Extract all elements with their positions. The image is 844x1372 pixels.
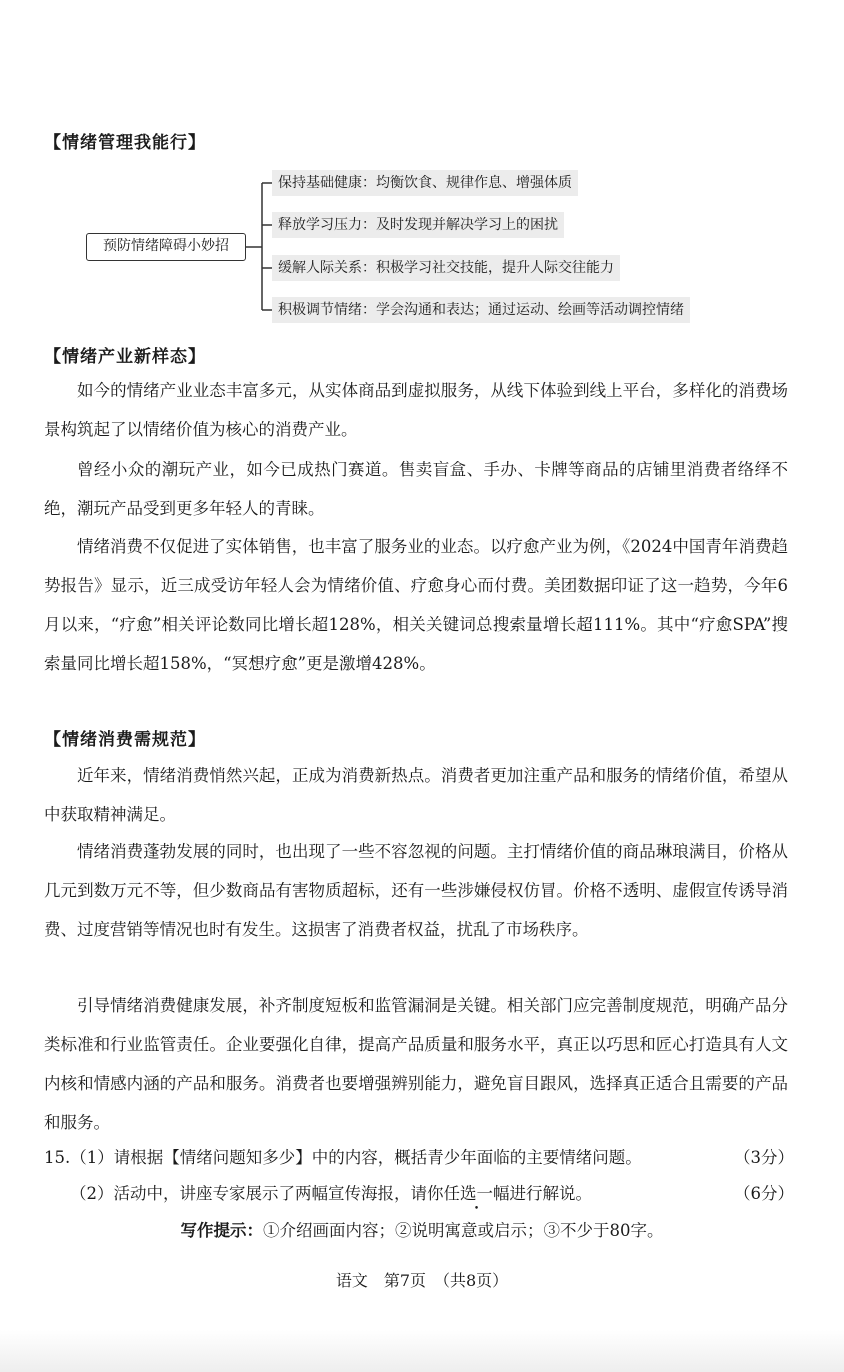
paragraph: 曾经小众的潮玩产业，如今已成热门赛道。售卖盲盒、手办、卡牌等商品的店铺里消费者络绎不绝，潮玩产品受到更多年轻人的青睐。: [44, 460, 788, 518]
mind-map-branch: 保持基础健康：均衡饮食、规律作息、增强体质: [272, 170, 578, 196]
question-score: （3分）: [734, 1148, 794, 1167]
writing-tip-label: 写作提示：: [180, 1221, 263, 1240]
writing-tip-text: ①介绍画面内容；②说明寓意或启示；③不少于80字。: [263, 1221, 664, 1240]
question-text: （2）活动中，讲座专家展示了两幅宣传海报，请你: [70, 1184, 444, 1203]
writing-tip: [0, 1220, 844, 1242]
paragraph: 情绪消费蓬勃发展的同时，也出现了一些不容忽视的问题。主打情绪价值的商品琳琅满目，价格从几元到数万元不等，但少数商品有害物质超标，还有一些涉嫌侵权仿冒。价格不透明、虚假宣传诱导消费、过度营销等情况也时有发生。这损害了消费者权益，扰乱了市场秩序。: [44, 842, 788, 939]
question-score: （6分）: [734, 1184, 794, 1203]
paragraph: 引导情绪消费健康发展，补齐制度短板和监管漏洞是关键。相关部门应完善制度规范，明确产品分类标准和行业监管责任。企业要强化自律，提高产品质量和服务水平，真正以巧思和匠心打造具有人文内核和情感内涵的产品和服务。消费者也要增强辨别能力，避免盲目跟风，选择真正适合且需要的产品和服务。: [44, 996, 788, 1132]
emphasis-text: 任选一幅: [443, 1184, 510, 1203]
mind-map-branch: 释放学习压力：及时发现并解决学习上的困扰: [272, 212, 564, 238]
page-footer: 语文 第7页 （共8页）: [335, 1271, 509, 1290]
paragraph: 情绪消费不仅促进了实体销售，也丰富了服务业的业态。以疗愈产业为例，《2024中国青年消费趋势报告》显示，近三成受访年轻人会为情绪价值、疗愈身心而付费。美团数据印证了这一趋势，今年6月以来，“疗愈”相关评论数同比增长超128%，相关关键词总搜索量增长超111%。其中“疗愈SPA”搜索量同比增长超158%，“冥想疗愈”更是激增428%。: [44, 537, 788, 673]
paragraph: 近年来，情绪消费悄然兴起，正成为消费新热点。消费者更加注重产品和服务的情绪价值，希望从中获取精神满足。: [44, 766, 788, 824]
paragraph: 如今的情绪产业业态丰富多元，从实体商品到虚拟服务，从线下体验到线上平台，多样化的消费场景构筑起了以情绪价值为核心的消费产业。: [44, 381, 788, 439]
mind-map-root: 预防情绪障碍小妙招: [86, 233, 246, 261]
question-15-2: [70, 1183, 592, 1205]
question-text: 进行解说。: [509, 1184, 592, 1203]
section-heading-emotion-consumption: 【情绪消费需规范】: [44, 730, 206, 750]
section-heading-emotion-management: 【情绪管理我能行】: [44, 133, 206, 153]
mind-map-branch: 缓解人际关系：积极学习社交技能，提升人际交往能力: [272, 255, 620, 281]
question-15-1: 15.（1）请根据【情绪问题知多少】中的内容，概括青少年面临的主要情绪问题。: [44, 1148, 642, 1167]
section-heading-emotion-industry: 【情绪产业新样态】: [44, 347, 206, 367]
bottom-shadow: [0, 1330, 844, 1372]
mind-map-branch: 积极调节情绪：学会沟通和表达；通过运动、绘画等活动调控情绪: [272, 297, 690, 323]
